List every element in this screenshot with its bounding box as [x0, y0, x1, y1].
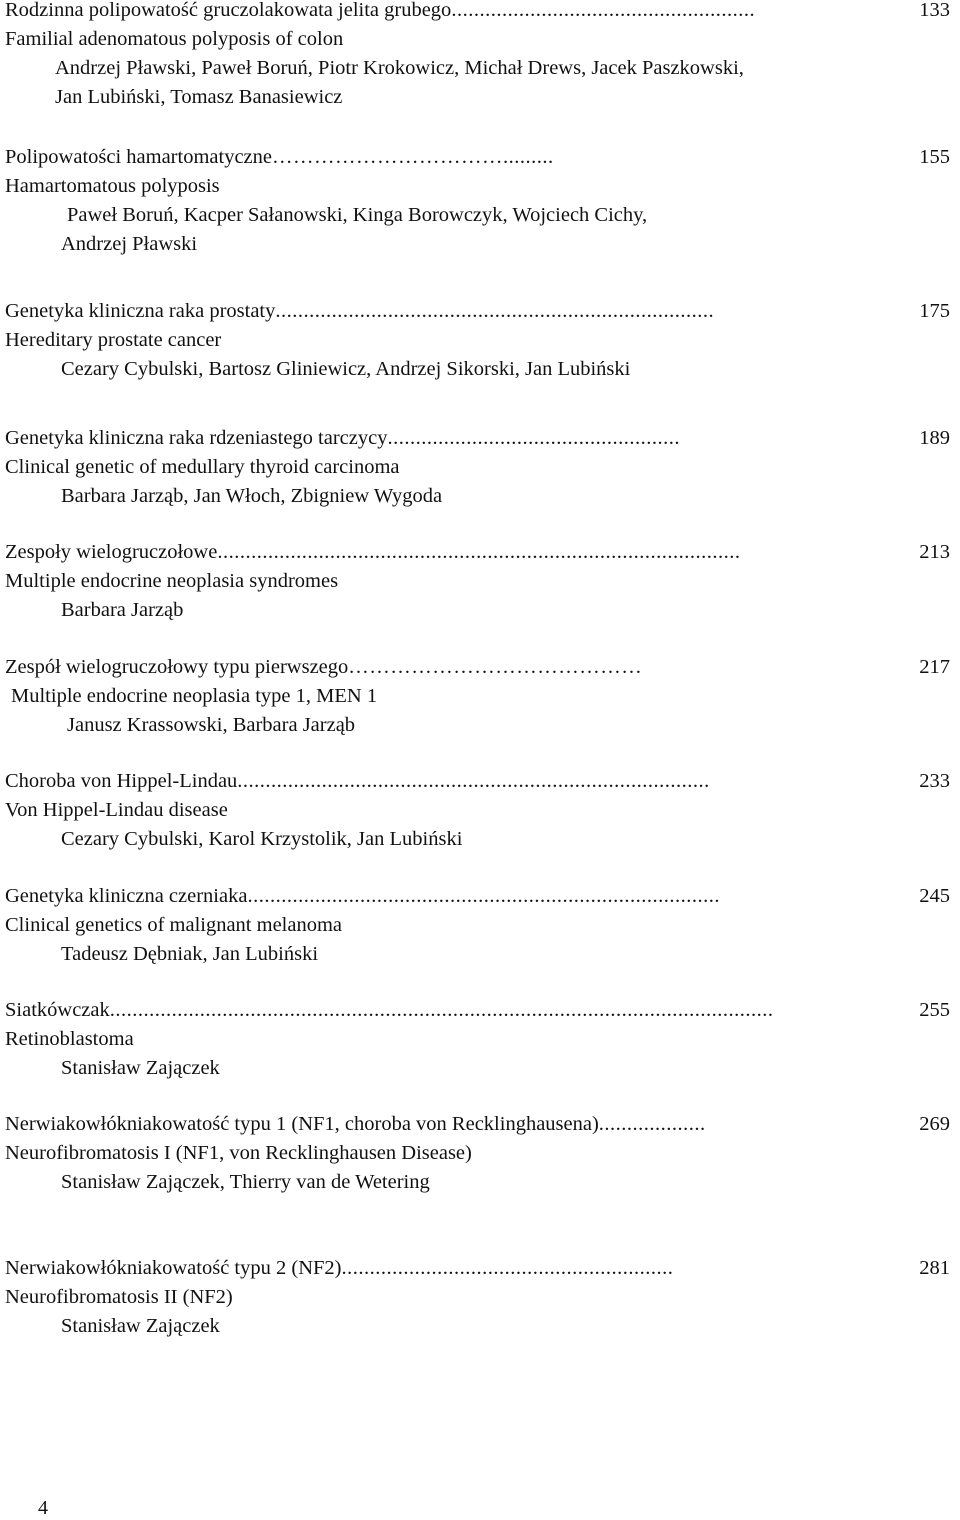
toc-entry-title-row[interactable] — [5, 1110, 950, 1139]
toc-entry-title-row[interactable] — [5, 297, 950, 326]
toc-entry-authors: Janusz Krassowski, Barbara Jarząb — [67, 714, 356, 736]
toc-entry-title-row[interactable] — [5, 996, 950, 1025]
toc-entry-title-row[interactable] — [5, 882, 950, 911]
toc-entry-title: Zespoły wielogruczołowe — [5, 541, 218, 563]
toc-leader: ……………………………......... — [272, 146, 554, 168]
toc-page-number: 245 — [919, 885, 950, 907]
toc-leader: .............................................................................. — [275, 300, 715, 322]
toc-entry — [5, 653, 955, 740]
toc-entry — [5, 297, 955, 384]
toc-page-number: 269 — [919, 1113, 950, 1135]
toc-entry-title: Genetyka kliniczna czerniaka — [5, 885, 248, 907]
toc-entry-title-row[interactable] — [5, 143, 950, 172]
toc-entry-title: Genetyka kliniczna raka prostaty — [5, 300, 276, 322]
toc-page-number: 217 — [919, 656, 950, 678]
toc-entry-subtitle: Multiple endocrine neoplasia syndromes — [5, 570, 339, 592]
toc-leader: ................... — [598, 1113, 706, 1135]
toc-entry-authors: Cezary Cybulski, Karol Krzystolik, Jan Lubiński — [61, 828, 463, 850]
toc-entry — [5, 538, 955, 625]
toc-entry-title-row[interactable] — [5, 0, 950, 25]
toc-entry-title: Genetyka kliniczna raka rdzeniastego tarczycy — [5, 427, 388, 449]
toc-entry-subtitle: Hamartomatous polyposis — [5, 175, 220, 197]
toc-entry-title-row[interactable] — [5, 653, 950, 682]
toc-entry-subtitle: Neurofibromatosis II (NF2) — [5, 1286, 233, 1308]
toc-entry-title: Siatkówczak — [5, 999, 110, 1021]
toc-entry-subtitle: Retinoblastoma — [5, 1028, 134, 1050]
toc-entry-subtitle: Familial adenomatous polyposis of colon — [5, 28, 344, 50]
toc-entry-title: Nerwiakowłókniakowatość typu 2 (NF2) — [5, 1257, 342, 1279]
toc-entry — [5, 0, 955, 112]
toc-leader: …………………………………… — [348, 656, 643, 678]
toc-entry-authors: Cezary Cybulski, Bartosz Gliniewicz, Andrzej Sikorski, Jan Lubiński — [61, 358, 631, 380]
toc-leader: .................................................... — [387, 427, 680, 449]
toc-leader: ...................................................... — [451, 0, 756, 21]
toc-entry-title-row[interactable] — [5, 424, 950, 453]
toc-page-number: 133 — [919, 0, 950, 21]
toc-entry-title-row[interactable] — [5, 767, 950, 796]
toc-entry-subtitle: Multiple endocrine neoplasia type 1, MEN 1 — [11, 685, 378, 707]
toc-leader: .................................................................................... — [237, 770, 710, 792]
toc-entry — [5, 767, 955, 854]
toc-page-number: 233 — [919, 770, 950, 792]
toc-page-number: 175 — [919, 300, 950, 322]
toc-entry-title: Choroba von Hippel-Lindau — [5, 770, 238, 792]
toc-entry-title-row[interactable] — [5, 1254, 950, 1283]
toc-page-number: 213 — [919, 541, 950, 563]
toc-entry — [5, 1110, 955, 1197]
toc-entry-subtitle: Von Hippel-Lindau disease — [5, 799, 228, 821]
toc-entry-title: Polipowatości hamartomatyczne — [5, 146, 272, 168]
toc-entry-subtitle: Hereditary prostate cancer — [5, 329, 222, 351]
toc-page-number: 255 — [919, 999, 950, 1021]
toc-leader: ...................................................................................................................... — [109, 999, 774, 1021]
toc-page-number: 281 — [919, 1257, 950, 1279]
toc-entry-authors: Stanisław Zajączek — [61, 1315, 220, 1337]
toc-entry-authors: Jan Lubiński, Tomasz Banasiewicz — [55, 86, 343, 108]
toc-leader: ............................................................................................. — [217, 541, 741, 563]
toc-entry — [5, 1254, 955, 1341]
toc-entry-authors: Barbara Jarząb, Jan Włoch, Zbigniew Wygoda — [61, 485, 443, 507]
toc-entry-authors: Stanisław Zajączek, Thierry van de Wetering — [61, 1171, 430, 1193]
toc-entry-authors: Stanisław Zajączek — [61, 1057, 220, 1079]
toc-entry-subtitle: Clinical genetic of medullary thyroid carcinoma — [5, 456, 400, 478]
toc-leader: .................................................................................... — [247, 885, 720, 907]
toc-entry-authors: Tadeusz Dębniak, Jan Lubiński — [61, 943, 319, 965]
toc-page-number: 189 — [919, 427, 950, 449]
toc-page-number: 155 — [919, 146, 950, 168]
toc-entry-title: Nerwiakowłókniakowatość typu 1 (NF1, choroba von Recklinghausena) — [5, 1113, 599, 1135]
toc-entry-authors: Paweł Boruń, Kacper Sałanowski, Kinga Borowczyk, Wojciech Cichy, — [67, 204, 648, 226]
toc-entry-title: Zespół wielogruczołowy typu pierwszego — [5, 656, 349, 678]
document-page-number: 4 — [38, 1497, 48, 1519]
toc-entry-authors: Andrzej Pławski — [61, 233, 198, 255]
toc-entry — [5, 424, 955, 511]
toc-entry-title: Rodzinna polipowatość gruczolakowata jelita grubego — [5, 0, 452, 21]
toc-entry-subtitle: Clinical genetics of malignant melanoma — [5, 914, 343, 936]
toc-entry — [5, 882, 955, 969]
toc-entry-subtitle: Neurofibromatosis I (NF1, von Recklinghausen Disease) — [5, 1142, 472, 1164]
toc-entry — [5, 143, 955, 259]
toc-entry-authors: Andrzej Pławski, Paweł Boruń, Piotr Krokowicz, Michał Drews, Jacek Paszkowski, — [55, 57, 744, 79]
toc-leader: ........................................................... — [341, 1257, 674, 1279]
toc-entry-title-row[interactable] — [5, 538, 950, 567]
toc-entry-authors: Barbara Jarząb — [61, 599, 184, 621]
toc-entry — [5, 996, 955, 1083]
